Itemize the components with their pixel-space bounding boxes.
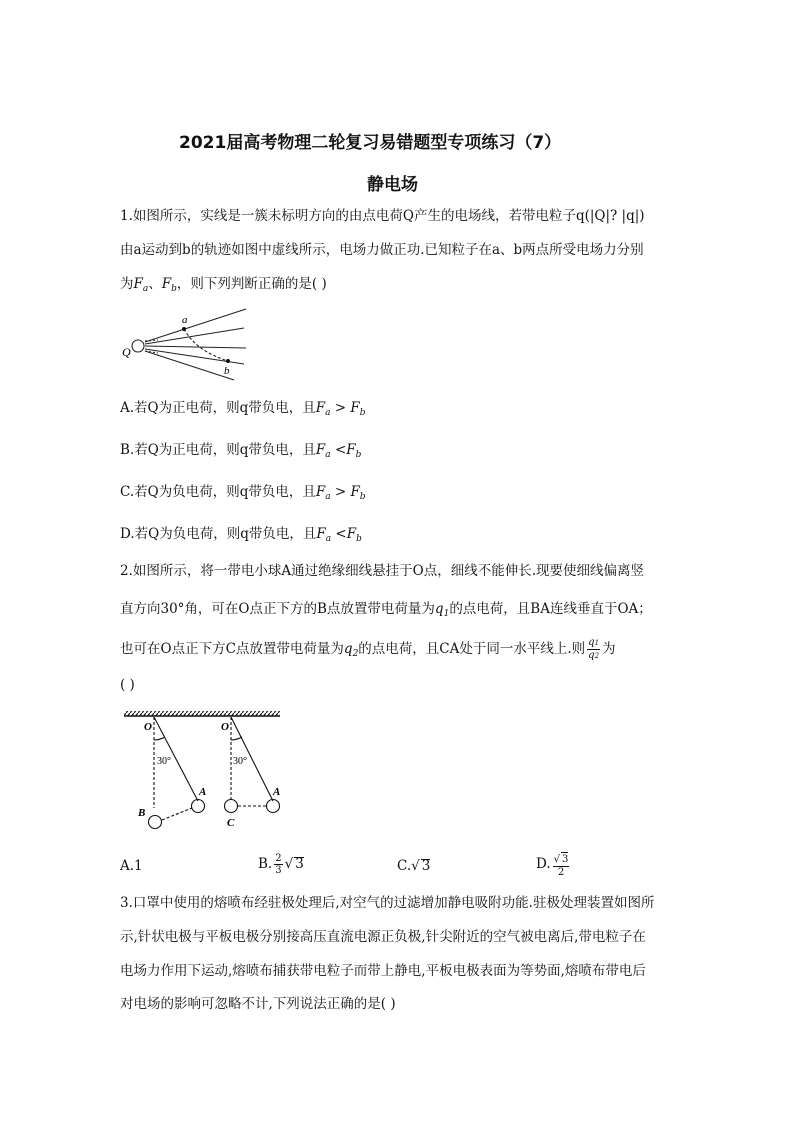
q1-field-line-figure	[118, 306, 253, 381]
q1-option-b[interactable]: B.若Q为正电荷，则q带负电，且$F_a <F_b$	[120, 442, 362, 460]
q2-option-b[interactable]: B. $\frac{2}{3}$ √ 3	[258, 853, 304, 876]
q2-label-A-right: A	[273, 786, 281, 798]
q2-option-c[interactable]: C.√ 3	[397, 858, 431, 874]
q1-option-c[interactable]: C.若Q为负电荷，则q带负电，且$F_a > F_b$	[120, 484, 366, 502]
q1-label-b: b	[224, 365, 230, 377]
q2-option-a[interactable]: A.1	[120, 858, 143, 874]
document-title: 2021届高考物理二轮复习易错题型专项练习（7）	[179, 133, 562, 153]
q2-label-O-right: O	[221, 721, 229, 733]
q1-label-a: a	[182, 314, 188, 326]
q3-line-4: 对电场的影响可忽略不计,下列说法正确的是( )	[120, 996, 396, 1012]
q1-option-a[interactable]: A.若Q为正电荷，则q带负电，且$F_a > F_b$	[120, 400, 366, 418]
q3-line-1: 3.口罩中使用的熔喷布经驻极处理后,对空气的过滤增加静电吸附功能.驻极处理装置如图所	[120, 895, 655, 911]
q2-line-1: 2.如图所示，将一带电小球A通过绝缘细线悬挂于O点，细线不能伸长.现要使细线偏离竖	[120, 563, 644, 579]
q2-option-d[interactable]: D. $\frac{√ 3}{2}$	[536, 853, 569, 878]
q1-line-3: 为$F_a$、$F_b$，则下列判断正确的是( )	[120, 276, 327, 294]
section-title: 静电场	[367, 175, 418, 195]
q2-label-B: B	[138, 807, 146, 819]
q2-line-3: 也可在O点正下方C点放置带电荷量为$q_2$的点电荷，且CA处于同一水平线上.则 $\frac{q1}{q2}$ 为	[120, 637, 616, 661]
q2-label-A-left: A	[199, 786, 207, 798]
q1-line-1: 1.如图所示，实线是一簇未标明方向的由点电荷Q产生的电场线，若带电粒子q(|Q|? |q|)	[120, 208, 645, 224]
q1-line-2: 由a运动到b的轨迹如图中虚线所示，电场力做正功.已知粒子在a、b两点所受电场力分别	[120, 242, 644, 258]
q2-pendulum-figure	[122, 708, 284, 833]
q1-option-d[interactable]: D.若Q为负电荷，则q带负电，且$F_a <F_b$	[120, 526, 362, 544]
q3-line-2: 示,针状电极与平板电极分别接高压直流电源正负极,针尖附近的空气被电离后,带电粒子在	[120, 929, 646, 945]
q2-label-angle-right: 30°	[233, 756, 247, 767]
q2-line-4: ( )	[120, 677, 135, 693]
q2-label-C: C	[227, 817, 235, 829]
q1-label-Q: Q	[122, 345, 131, 359]
q3-line-3: 电场力作用下运动,熔喷布捕获带电粒子而带上静电,平板电极表面为等势面,熔喷布带电后	[120, 963, 646, 979]
q2-line-2: 直方向30°角，可在O点正下方的B点放置带电荷量为$q_1$的点电荷，且BA连线垂直于OA；	[120, 601, 652, 619]
q2-label-angle-left: 30°	[157, 756, 171, 767]
q2-label-O-left: O	[144, 721, 152, 733]
q1-over-q2-fraction: $\frac{q1}{q2}$	[588, 637, 600, 661]
